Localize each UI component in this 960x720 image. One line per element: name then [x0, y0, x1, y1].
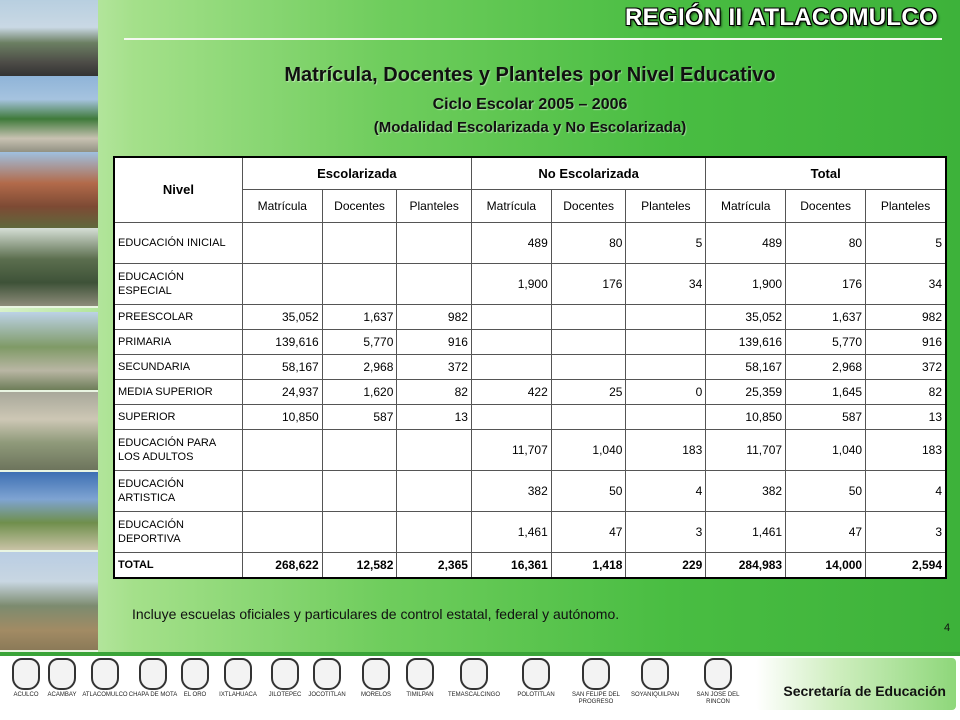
municipality-label: JILOTEPEC [268, 692, 302, 698]
value-cell: 13 [866, 404, 946, 429]
value-cell: 5 [626, 222, 706, 263]
value-cell [471, 354, 551, 379]
value-cell: 34 [866, 263, 946, 304]
value-cell: 50 [786, 470, 866, 511]
value-cell: 1,645 [786, 379, 866, 404]
value-cell: 10,850 [242, 404, 322, 429]
nivel-cell: PREESCOLAR [114, 304, 242, 329]
value-cell: 176 [551, 263, 626, 304]
value-cell: 382 [706, 470, 786, 511]
value-cell [242, 429, 322, 470]
secretaria-label: Secretaría de Educación [783, 683, 946, 699]
nivel-cell: EDUCACIÓN INICIAL [114, 222, 242, 263]
footer-divider [0, 652, 960, 656]
table-row [114, 329, 946, 354]
value-cell: 422 [471, 379, 551, 404]
value-cell: 1,637 [786, 304, 866, 329]
value-cell [322, 429, 397, 470]
total-label: TOTAL [114, 552, 242, 578]
subheader-matricula: Matrícula [242, 189, 322, 222]
value-cell: 58,167 [242, 354, 322, 379]
value-cell [397, 511, 472, 552]
value-cell: 982 [397, 304, 472, 329]
value-cell: 80 [786, 222, 866, 263]
subheader-planteles: Planteles [626, 189, 706, 222]
group-header-total: Total [706, 157, 946, 189]
value-cell: 35,052 [706, 304, 786, 329]
total-value-cell: 16,361 [471, 552, 551, 578]
municipality-label: ACAMBAY [47, 692, 77, 698]
value-cell: 34 [626, 263, 706, 304]
nivel-cell: SUPERIOR [114, 404, 242, 429]
emblem-icon [139, 658, 167, 690]
emblem-icon [460, 658, 488, 690]
value-cell [397, 470, 472, 511]
municipality-logo [570, 658, 622, 706]
value-cell [242, 263, 322, 304]
table-row [114, 304, 946, 329]
value-cell [322, 263, 397, 304]
subheader-docentes: Docentes [551, 189, 626, 222]
value-cell: 82 [397, 379, 472, 404]
value-cell [397, 263, 472, 304]
emblem-icon [91, 658, 119, 690]
municipality-label: POLOTITLAN [517, 692, 555, 698]
emblem-icon [271, 658, 299, 690]
value-cell [551, 304, 626, 329]
emblem-icon [641, 658, 669, 690]
subheader-matricula: Matrícula [471, 189, 551, 222]
photo-church [0, 152, 98, 232]
municipality-label: SAN JOSE DEL RINCON [696, 692, 740, 705]
nivel-cell: SECUNDARIA [114, 354, 242, 379]
value-cell: 4 [866, 470, 946, 511]
total-value-cell: 229 [626, 552, 706, 578]
value-cell: 25,359 [706, 379, 786, 404]
value-cell: 1,900 [706, 263, 786, 304]
value-cell: 24,937 [242, 379, 322, 404]
value-cell [242, 222, 322, 263]
value-cell [551, 354, 626, 379]
value-cell: 35,052 [242, 304, 322, 329]
photo-sidebar [0, 0, 98, 652]
value-cell [397, 429, 472, 470]
value-cell: 587 [322, 404, 397, 429]
municipality-logo [692, 658, 744, 706]
table-row [114, 470, 946, 511]
value-cell: 176 [786, 263, 866, 304]
emblem-icon [522, 658, 550, 690]
value-cell: 916 [866, 329, 946, 354]
value-cell: 1,040 [551, 429, 626, 470]
table-body [114, 222, 946, 578]
value-cell: 183 [866, 429, 946, 470]
value-cell: 372 [866, 354, 946, 379]
value-cell: 3 [866, 511, 946, 552]
nivel-cell: PRIMARIA [114, 329, 242, 354]
value-cell: 489 [471, 222, 551, 263]
group-header-escolarizada: Escolarizada [242, 157, 471, 189]
value-cell [626, 404, 706, 429]
photo-monument [0, 312, 98, 392]
title-divider [124, 38, 942, 40]
value-cell: 5,770 [786, 329, 866, 354]
value-cell [471, 329, 551, 354]
table-row [114, 354, 946, 379]
enrollment-table [113, 156, 947, 579]
municipality-label: ACULCO [13, 692, 39, 698]
nivel-cell: EDUCACIÓN PARA LOS ADULTOS [114, 429, 242, 470]
subheader-docentes: Docentes [786, 189, 866, 222]
value-cell [242, 470, 322, 511]
value-cell: 10,850 [706, 404, 786, 429]
value-cell: 0 [626, 379, 706, 404]
total-value-cell: 1,418 [551, 552, 626, 578]
value-cell [626, 354, 706, 379]
table-row [114, 222, 946, 263]
municipality-label: SAN FELIPE DEL PROGRESO [571, 692, 621, 705]
value-cell: 372 [397, 354, 472, 379]
value-cell [397, 222, 472, 263]
value-cell: 916 [397, 329, 472, 354]
total-value-cell: 2,365 [397, 552, 472, 578]
table-row [114, 404, 946, 429]
municipality-logo [394, 658, 446, 699]
photo-plaza [0, 472, 98, 552]
value-cell: 1,461 [471, 511, 551, 552]
value-cell [551, 404, 626, 429]
total-value-cell: 12,582 [322, 552, 397, 578]
value-cell [471, 404, 551, 429]
municipality-logo [510, 658, 562, 699]
value-cell: 1,900 [471, 263, 551, 304]
municipality-label: ATLACOMULCO [82, 692, 128, 698]
municipality-label: TEMASCALCINGO [448, 692, 501, 698]
value-cell [626, 304, 706, 329]
value-cell: 489 [706, 222, 786, 263]
value-cell: 982 [866, 304, 946, 329]
value-cell: 80 [551, 222, 626, 263]
group-header-no-escolarizada: No Escolarizada [471, 157, 705, 189]
value-cell: 13 [397, 404, 472, 429]
value-cell: 82 [866, 379, 946, 404]
municipality-label: JOCOTITLAN [308, 692, 346, 698]
municipality-logo [629, 658, 681, 699]
value-cell [322, 470, 397, 511]
nivel-cell: MEDIA SUPERIOR [114, 379, 242, 404]
value-cell: 183 [626, 429, 706, 470]
value-cell: 25 [551, 379, 626, 404]
modality-subtitle: (Modalidad Escolarizada y No Escolarizada) [373, 119, 687, 136]
page-title: Matrícula, Docentes y Planteles por Nivel Educativo [284, 64, 776, 86]
value-cell: 11,707 [471, 429, 551, 470]
table-row [114, 429, 946, 470]
photo-landscape [0, 552, 98, 652]
value-cell [471, 304, 551, 329]
subheader-planteles: Planteles [866, 189, 946, 222]
photo-highway [0, 0, 98, 80]
municipality-logo [79, 658, 131, 699]
page-number: 4 [944, 622, 951, 634]
value-cell: 58,167 [706, 354, 786, 379]
value-cell [322, 511, 397, 552]
emblem-icon [362, 658, 390, 690]
value-cell [551, 329, 626, 354]
value-cell: 2,968 [786, 354, 866, 379]
value-cell: 382 [471, 470, 551, 511]
value-cell: 1,461 [706, 511, 786, 552]
nivel-cell: EDUCACIÓN ESPECIAL [114, 263, 242, 304]
value-cell: 1,040 [786, 429, 866, 470]
emblem-icon [582, 658, 610, 690]
total-value-cell: 284,983 [706, 552, 786, 578]
municipality-label: TIMILPAN [406, 692, 434, 698]
photo-arch [0, 76, 98, 156]
region-title: REGIÓN II ATLACOMULCO [625, 4, 938, 31]
value-cell [242, 511, 322, 552]
subheader-matricula: Matrícula [706, 189, 786, 222]
table-row [114, 263, 946, 304]
value-cell: 5,770 [322, 329, 397, 354]
municipality-label: IXTLAHUACA [219, 692, 257, 698]
value-cell: 2,968 [322, 354, 397, 379]
value-cell: 587 [786, 404, 866, 429]
value-cell [626, 329, 706, 354]
table-row [114, 511, 946, 552]
value-cell: 47 [786, 511, 866, 552]
total-row [114, 552, 946, 578]
photo-trees [0, 228, 98, 308]
nivel-header: Nivel [114, 157, 242, 222]
total-value-cell: 268,622 [242, 552, 322, 578]
total-value-cell: 2,594 [866, 552, 946, 578]
emblem-icon [224, 658, 252, 690]
municipality-label: SOYANIQUILPAN [630, 692, 680, 698]
table-group-header [114, 157, 946, 189]
municipality-label: MORELOS [360, 692, 391, 698]
municipality-logo [212, 658, 264, 699]
subheader-planteles: Planteles [397, 189, 472, 222]
value-cell: 4 [626, 470, 706, 511]
municipality-label: CHAPA DE MOTA [128, 692, 178, 698]
total-value-cell: 14,000 [786, 552, 866, 578]
value-cell: 50 [551, 470, 626, 511]
emblem-icon [406, 658, 434, 690]
emblem-icon [313, 658, 341, 690]
emblem-icon [181, 658, 209, 690]
value-cell: 139,616 [706, 329, 786, 354]
value-cell: 5 [866, 222, 946, 263]
value-cell: 3 [626, 511, 706, 552]
municipality-logo [301, 658, 353, 699]
emblem-icon [704, 658, 732, 690]
value-cell [322, 222, 397, 263]
table-row [114, 379, 946, 404]
value-cell: 47 [551, 511, 626, 552]
footnote: Incluye escuelas oficiales y particulares de control estatal, federal y autónomo. [132, 606, 620, 622]
value-cell: 1,637 [322, 304, 397, 329]
value-cell: 1,620 [322, 379, 397, 404]
nivel-cell: EDUCACIÓN DEPORTIVA [114, 511, 242, 552]
value-cell: 11,707 [706, 429, 786, 470]
cycle-subtitle: Ciclo Escolar 2005 – 2006 [432, 96, 628, 113]
photo-town [0, 392, 98, 472]
municipality-logo [448, 658, 500, 699]
emblem-icon [48, 658, 76, 690]
municipality-label: EL ORO [183, 692, 207, 698]
nivel-cell: EDUCACIÓN ARTISTICA [114, 470, 242, 511]
value-cell: 139,616 [242, 329, 322, 354]
subheader-docentes: Docentes [322, 189, 397, 222]
